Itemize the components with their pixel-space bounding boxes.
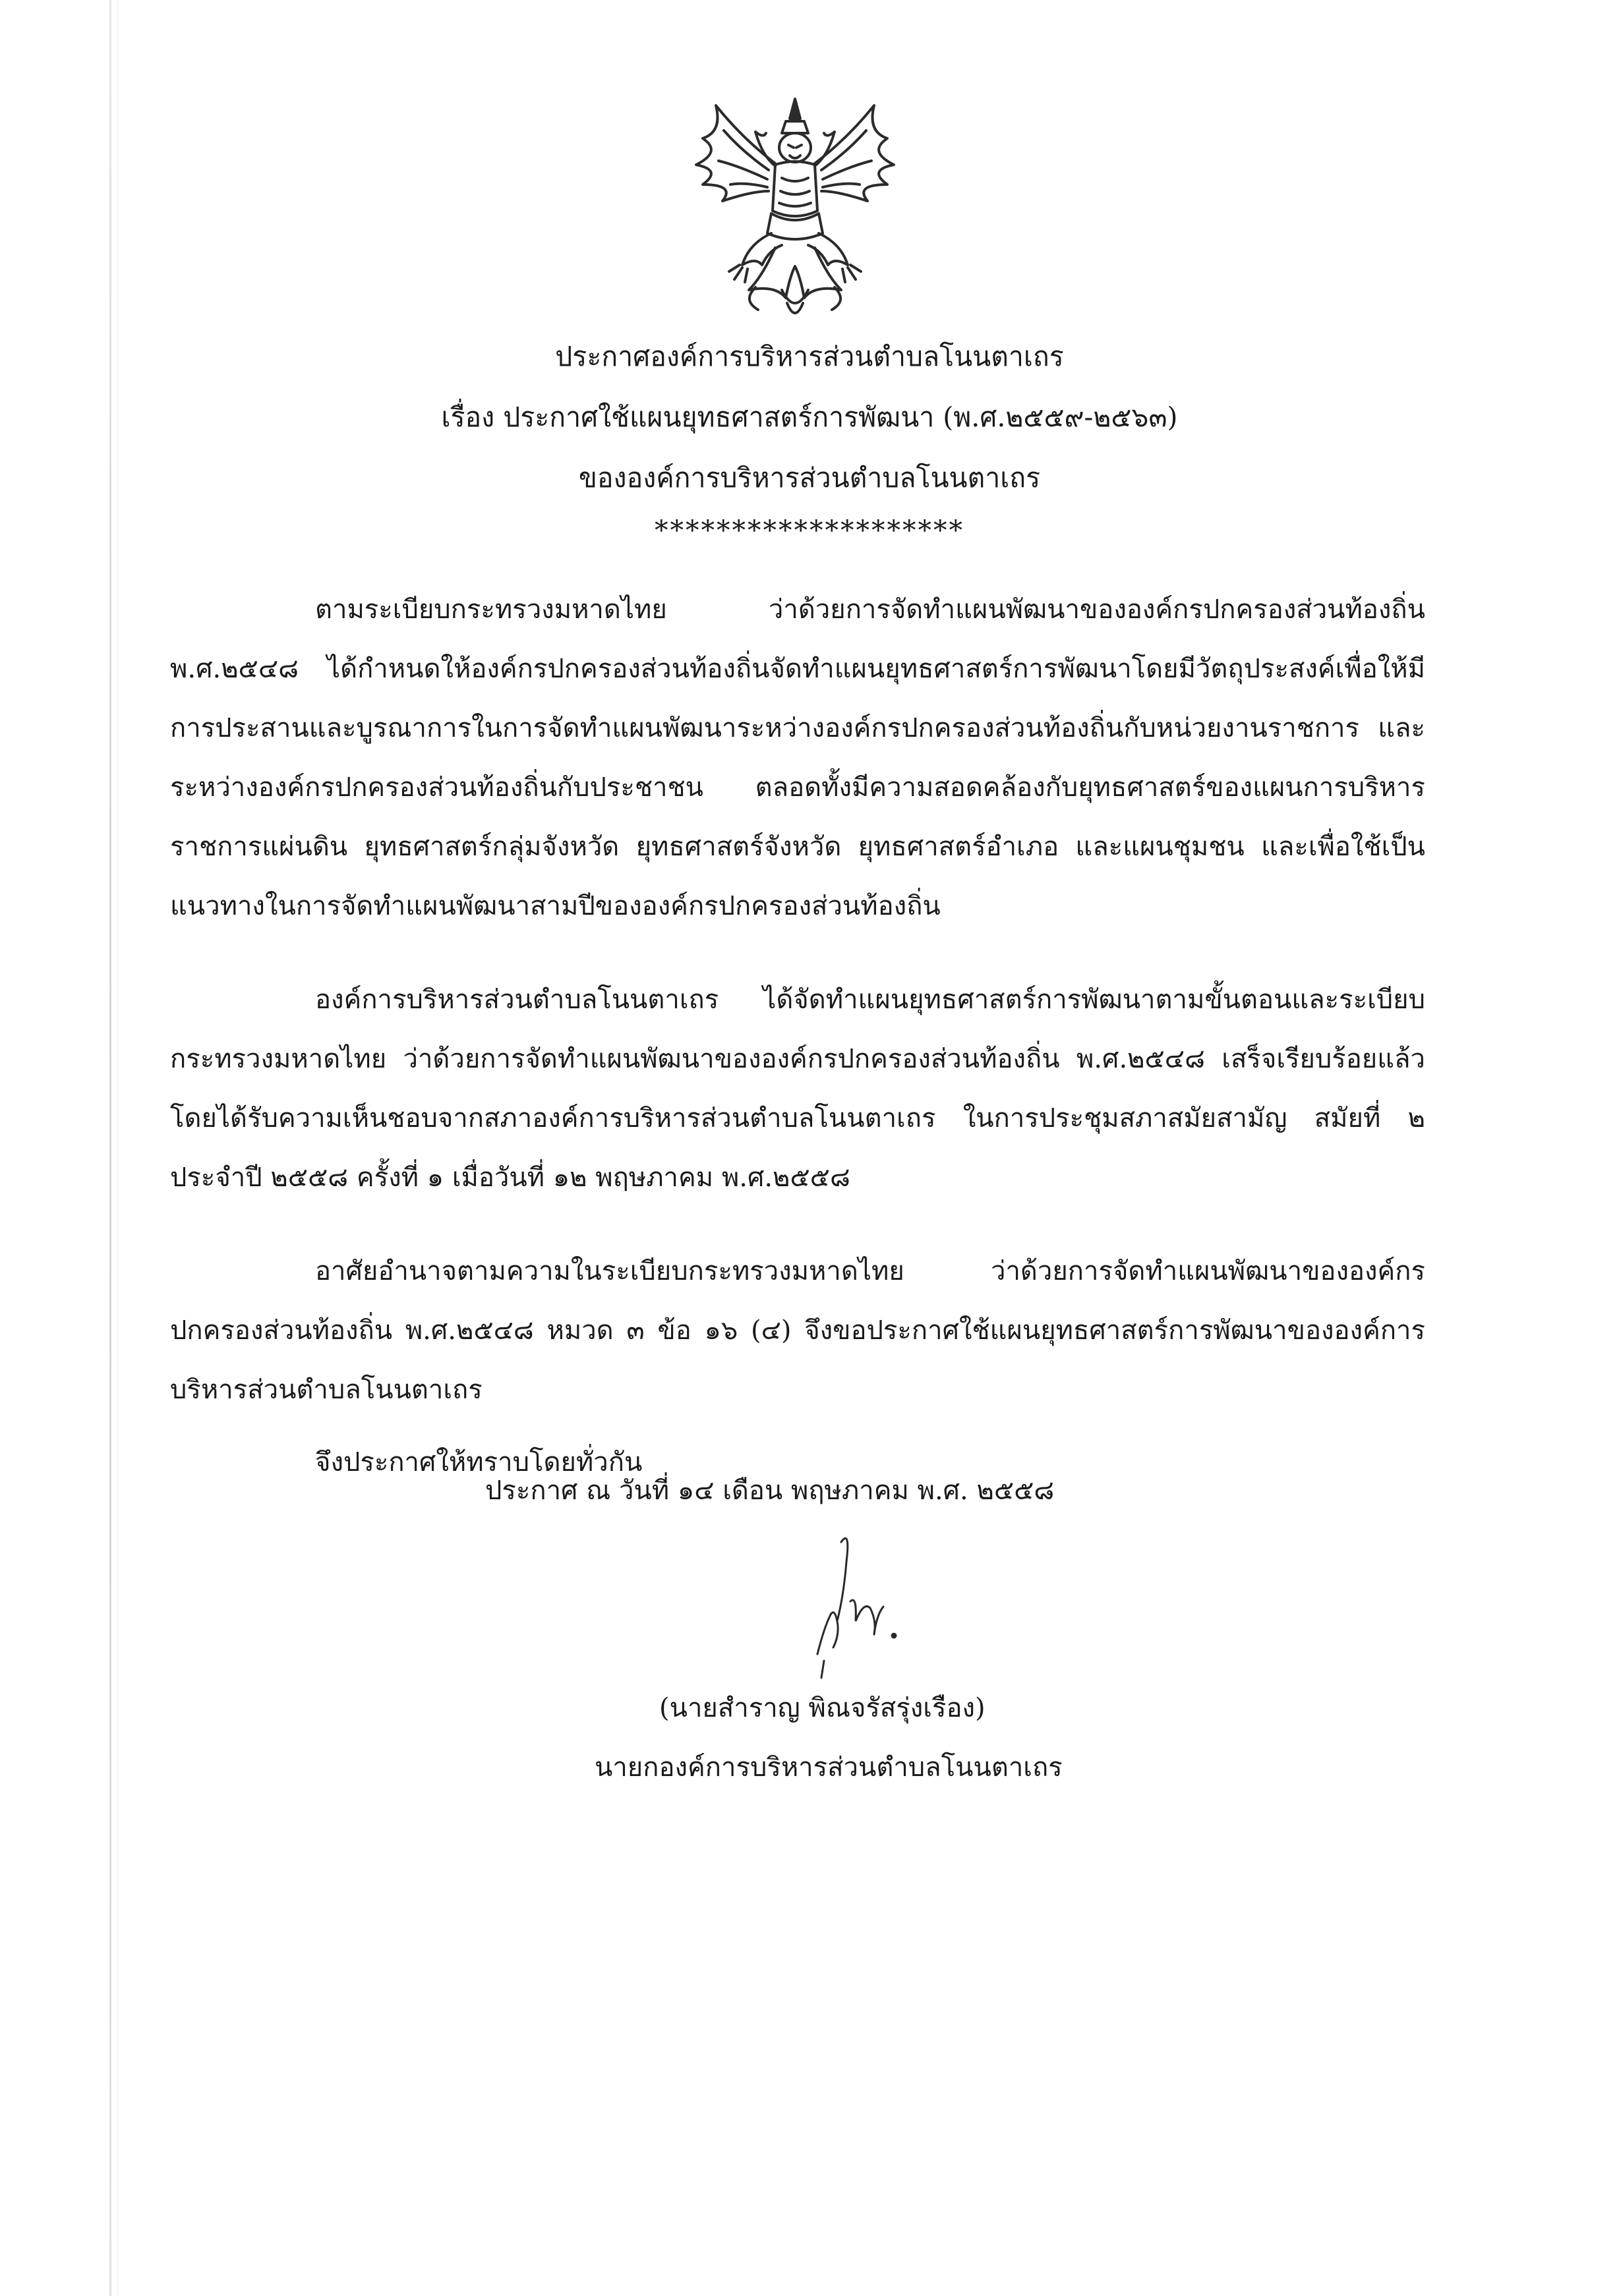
closing-statement: จึงประกาศให้ทราบโดยทั่วกัน: [315, 1447, 643, 1478]
document-body: [170, 580, 1425, 1492]
body-paragraph-3: อาศัยอำนาจตามความในระเบียบกระทรวงมหาดไทย ว่าด้วยการจัดทำแผนพัฒนาขององค์กรปกครองส่วนท้องถิ่น พ.ศ.๒๕๔๘ หมวด ๓ ข้อ ๑๖ (๔) จึงขอประกาศใช้แผนยุทธศาสตร์การพัฒนาขององค์การบริหารส่วนตำบลโนนตาเถร: [170, 1256, 1425, 1405]
header-separator: ********************: [655, 515, 964, 546]
body-paragraph-2: องค์การบริหารส่วนตำบลโนนตาเถร ได้จัดทำแผนยุทธศาสตร์การพัฒนาตามขั้นตอนและระเบียบกระทรวงมหาดไทย ว่าด้วยการจัดทำแผนพัฒนาขององค์กรปกครองส่วนท้องถิ่น พ.ศ.๒๕๔๘ เสร็จเรียบร้อยแล้ว โดยได้รับความเห็นชอบจากสภาองค์การบริหารส่วนตำบลโนนตาเถร ในการประชุมสภาสมัยสามัญ สมัยที่ ๒ ประจำปี ๒๕๕๘ ครั้งที่ ๑ เมื่อวันที่ ๑๒ พฤษภาคม พ.ศ.๒๕๕๘: [170, 985, 1425, 1193]
announcement-subject: เรื่อง ประกาศใช้แผนยุทธศาสตร์การพัฒนา (พ.ศ.๒๕๕๙-๒๕๖๓): [441, 401, 1178, 433]
signatory-name: (นายสำราญ พิณจรัสรุ่งเรือง): [659, 1693, 986, 1723]
handwritten-signature: [778, 1522, 949, 1680]
announcement-organization: ขององค์การบริหารส่วนตำบลโนนตาเถร: [578, 462, 1041, 494]
announcement-title: ประกาศองค์การบริหารส่วนตำบลโนนตาเถร: [555, 341, 1064, 372]
body-paragraph-1: ตามระเบียบกระทรวงมหาดไทย ว่าด้วยการจัดทำแผนพัฒนาขององค์กรปกครองส่วนท้องถิ่น พ.ศ.๒๕๔๘ ได้กำหนดให้องค์กรปกครองส่วนท้องถิ่นจัดทำแผนยุทธศาสตร์การพัฒนาโดยมีวัตถุประสงค์เพื่อให้มีการประสานและบูรณาการในการจัดทำแผนพัฒนาระหว่างองค์กรปกครองส่วนท้องถิ่นกับหน่วยงานราชการ และระหว่างองค์กรปกครองส่วนท้องถิ่นกับประชาชน ตลอดทั้งมีความสอดคล้องกับยุทธศาสตร์ของแผนการบริหารราชการแผ่นดิน ยุทธศาสตร์กลุ่มจังหวัด ยุทธศาสตร์จังหวัด ยุทธศาสตร์อำเภอ และแผนชุมชน และเพื่อใช้เป็นแนวทางในการจัดทำแผนพัฒนาสามปีขององค์กรปกครองส่วนท้องถิ่น: [170, 594, 1425, 921]
garuda-emblem-icon: [676, 92, 914, 330]
signatory-position: นายกองค์การบริหารส่วนตำบลโนนตาเถร: [595, 1752, 1063, 1783]
announcement-date: ประกาศ ณ วันที่ ๑๔ เดือน พฤษภาคม พ.ศ. ๒๕๕๘: [485, 1476, 1055, 1506]
